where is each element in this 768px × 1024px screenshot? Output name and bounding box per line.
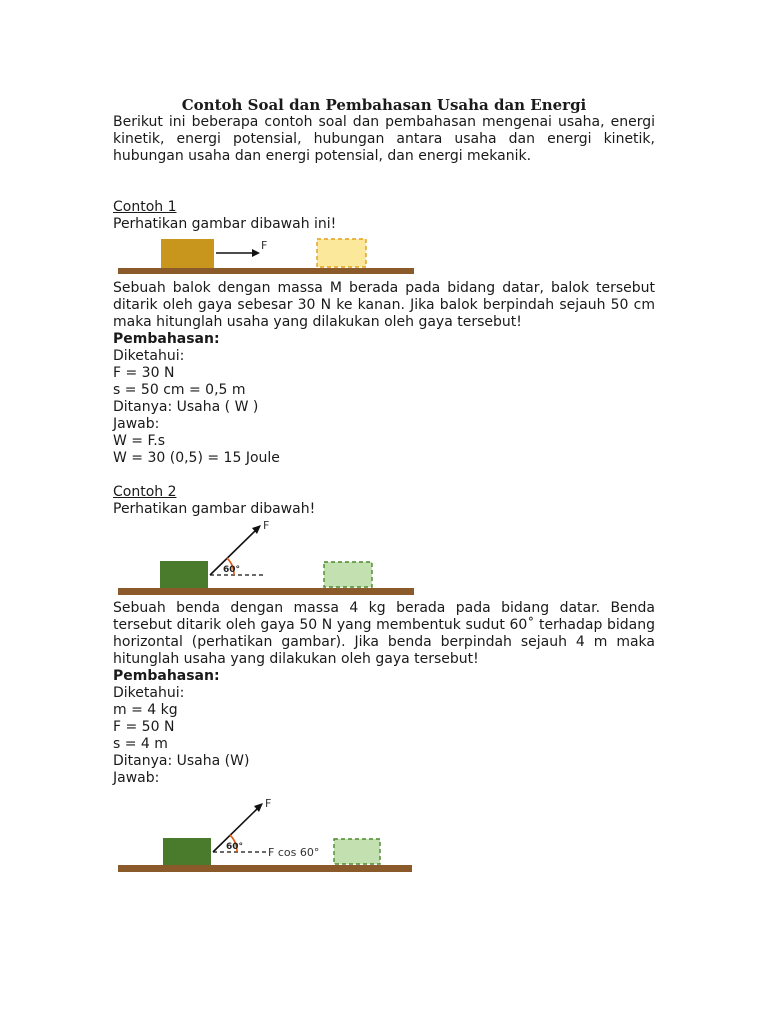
contoh-2-pembahasan-label: Pembahasan: — [113, 668, 220, 684]
ground-bar — [118, 268, 414, 274]
block-ghost — [334, 839, 380, 864]
solution-line: W = 30 (0,5) = 15 Joule — [113, 450, 280, 466]
block-ghost — [317, 239, 366, 267]
solution-line: Ditanya: Usaha (W) — [113, 753, 250, 769]
contoh-2-problem: Sebuah benda dengan massa 4 kg berada pada bidang datar. Benda tersebut ditarik oleh gaya 50 N yang membentuk sudut 60˚ terhadap bidang horizontal (perhatikan gambar). Jika benda berpindah sejauh 4 m maka hitunglah usaha yang dilakukan oleh gaya tersebut! — [113, 600, 655, 667]
contoh-2-solution-figure — [118, 799, 418, 879]
block-solid — [161, 239, 214, 268]
force-label: F — [265, 799, 272, 810]
contoh-1-problem: Sebuah balok dengan massa M berada pada bidang datar, balok tersebut ditarik oleh gaya sebesar 30 N ke kanan. Jika balok berpindah sejauh 50 cm maka hitunglah usaha yang dilakukan oleh gaya tersebut! — [113, 280, 655, 330]
solution-line: F = 30 N — [113, 365, 175, 381]
contoh-1-figure — [118, 238, 418, 280]
solution-line: Ditanya: Usaha ( W ) — [113, 399, 259, 415]
intro-paragraph: Berikut ini beberapa contoh soal dan pembahasan mengenai usaha, energi kinetik, energi potensial, hubungan antara usaha dan energi kinetik, hubungan usaha dan energi potensial, dan energi mekanik. — [113, 114, 655, 164]
component-label: F cos 60° — [268, 846, 320, 859]
contoh-2-instruction: Perhatikan gambar dibawah! — [113, 501, 316, 517]
angle-label: 60° — [223, 565, 241, 575]
force-label: F — [263, 520, 270, 532]
solution-line: s = 50 cm = 0,5 m — [113, 382, 246, 398]
contoh-1-heading: Contoh 1 — [113, 199, 177, 215]
block-ghost — [324, 562, 372, 587]
block-solid — [163, 838, 211, 865]
arrow-head-icon — [252, 249, 260, 257]
solution-line: F = 50 N — [113, 719, 175, 735]
ground-bar — [118, 588, 414, 595]
document-title: Contoh Soal dan Pembahasan Usaha dan Energi — [181, 96, 587, 114]
solution-line: s = 4 m — [113, 736, 168, 752]
solution-line: Diketahui: — [113, 685, 185, 701]
force-label: F — [261, 239, 268, 252]
solution-line: Jawab: — [113, 770, 160, 786]
solution-line: W = F.s — [113, 433, 166, 449]
document-page — [113, 96, 655, 879]
angle-label: 60° — [226, 842, 244, 852]
block-solid — [160, 561, 208, 588]
contoh-2-figure — [118, 520, 418, 600]
contoh-2-heading: Contoh 2 — [113, 484, 177, 500]
solution-line: Diketahui: — [113, 348, 185, 364]
solution-line: m = 4 kg — [113, 702, 178, 718]
contoh-1-pembahasan-label: Pembahasan: — [113, 331, 220, 347]
solution-line: Jawab: — [113, 416, 160, 432]
contoh-1-instruction: Perhatikan gambar dibawah ini! — [113, 216, 337, 232]
ground-bar — [118, 865, 412, 872]
